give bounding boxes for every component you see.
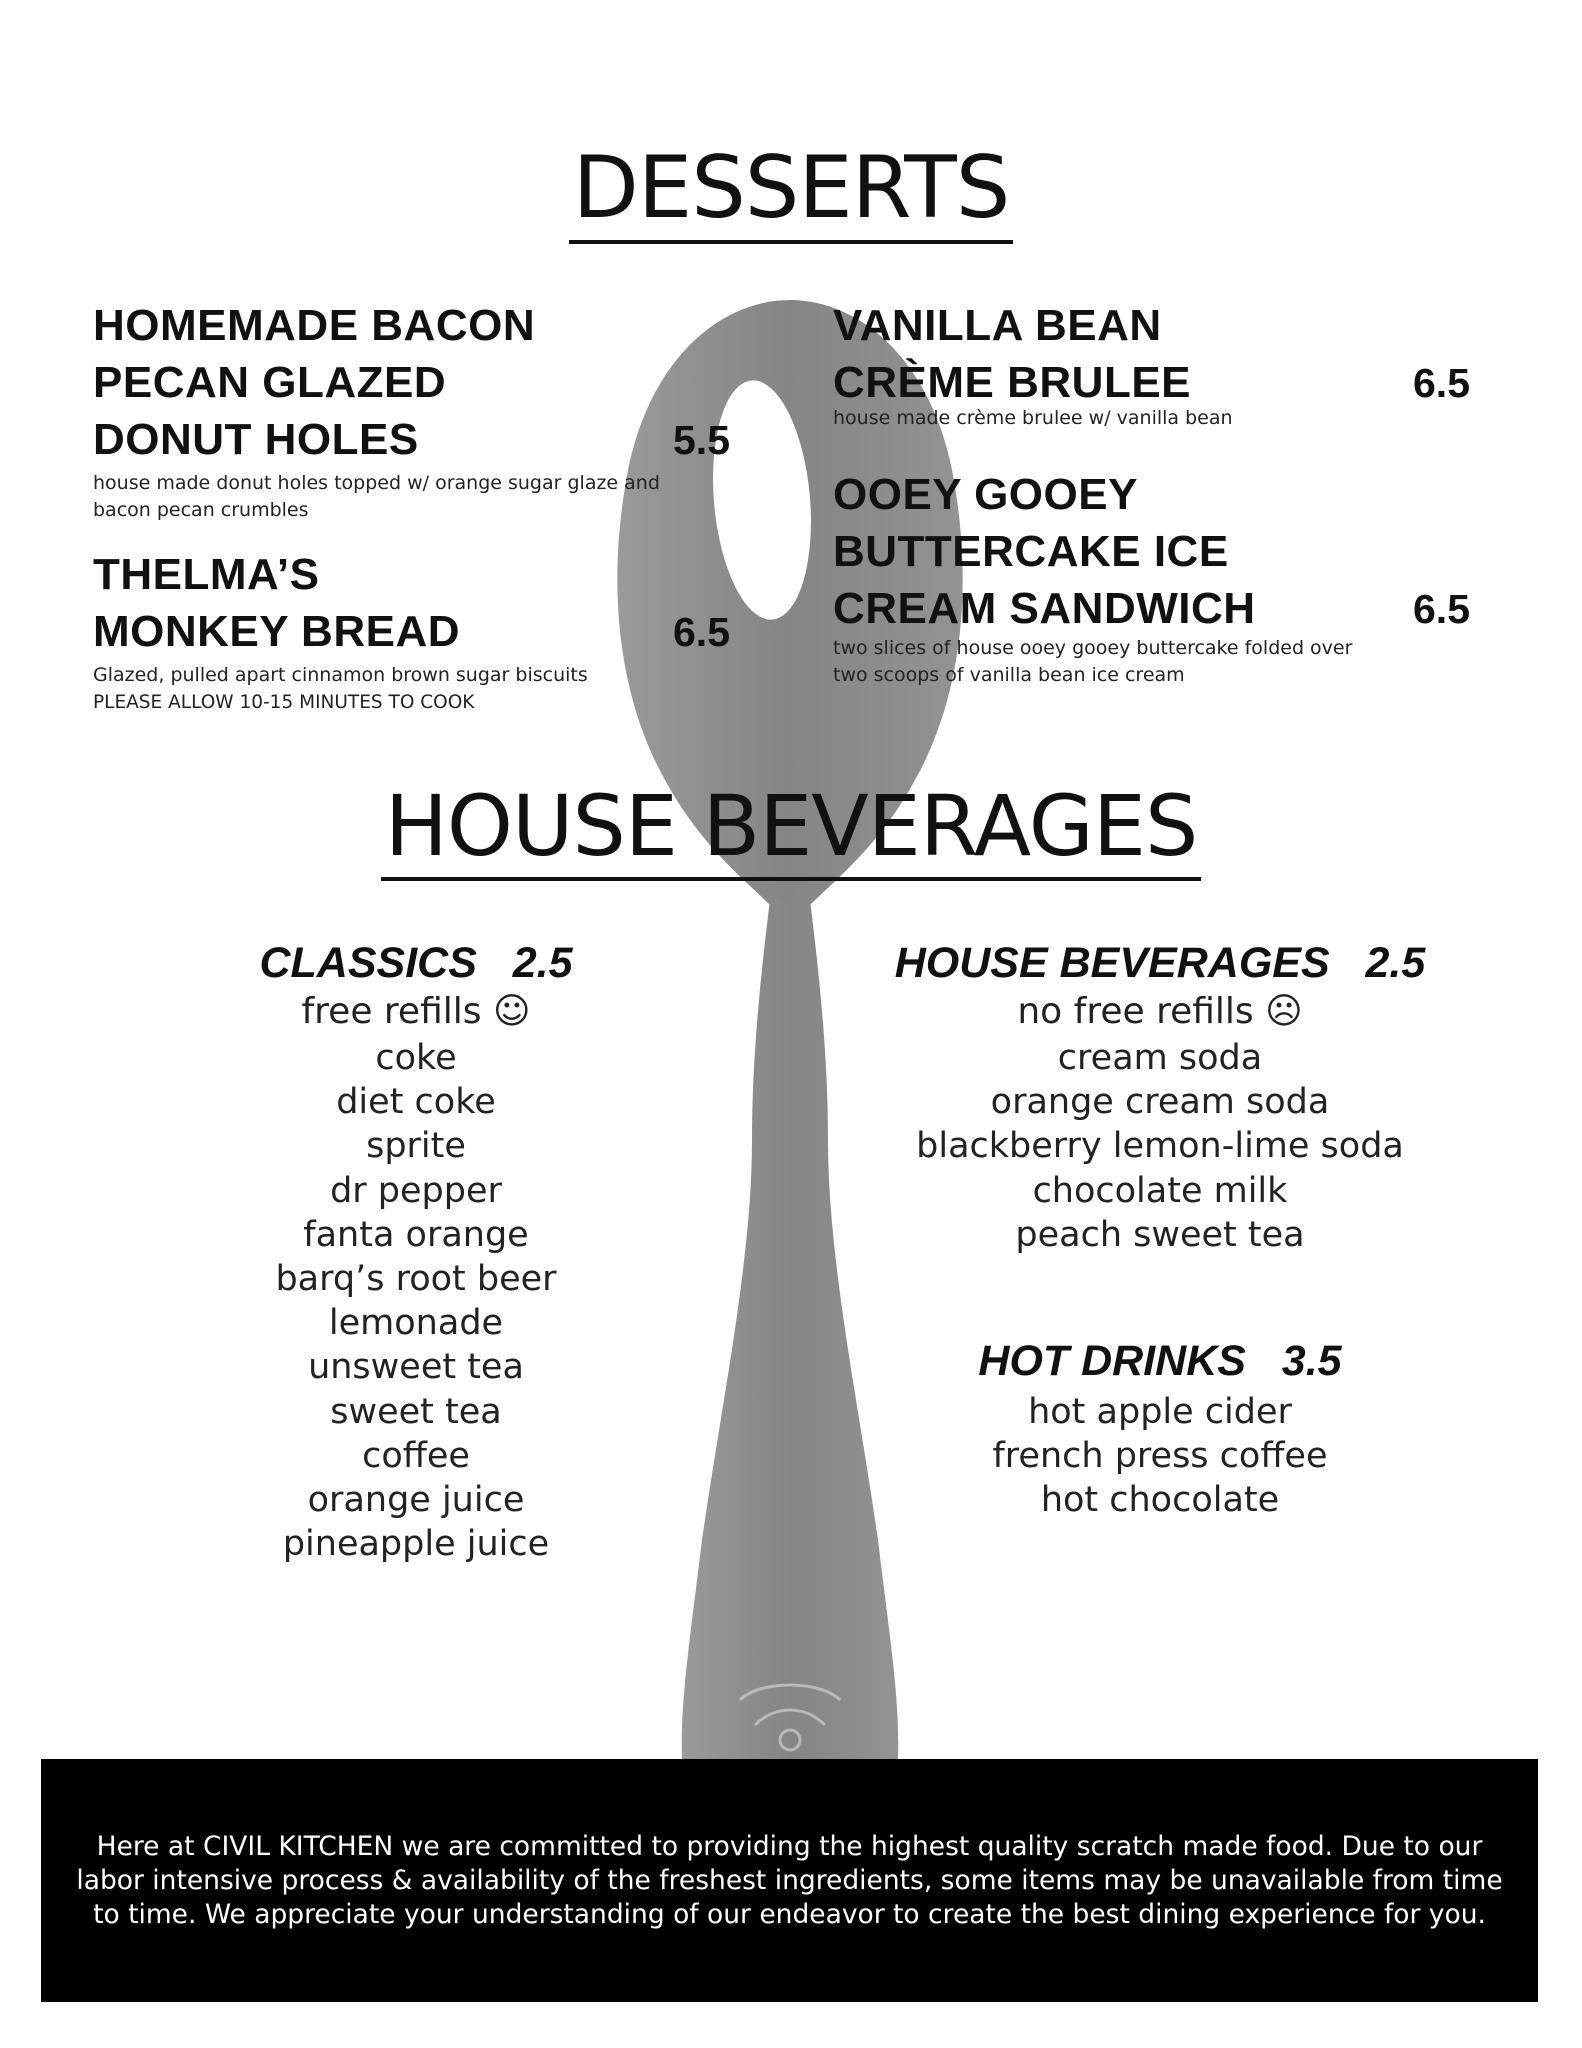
dessert-item-monkey-bread	[93, 546, 743, 716]
dessert-description-line: two slices of house ooey gooey buttercake folded over	[833, 637, 1353, 659]
dessert-name-line: OOEY GOOEY	[833, 470, 1138, 519]
dessert-description-line: bacon pecan crumbles	[93, 499, 309, 521]
list-item: orange cream soda	[990, 1082, 1330, 1123]
hot-drinks-list	[875, 1390, 1445, 1523]
dessert-name	[833, 297, 1483, 411]
dessert-description-line: two scoops of vanilla bean ice cream	[833, 664, 1185, 686]
dessert-name	[93, 546, 743, 660]
list-item: coffee	[362, 1435, 470, 1476]
dessert-description-line: house made donut holes topped w/ orange sugar glaze and	[93, 472, 660, 494]
dessert-name-line: BUTTERCAKE ICE	[833, 527, 1229, 576]
dessert-description	[833, 635, 1483, 689]
dessert-price: 5.5	[673, 417, 730, 463]
list-item: blackberry lemon-lime soda	[916, 1126, 1404, 1167]
house-beverages-title-text: HOUSE BEVERAGES	[381, 777, 1202, 881]
house-beverages-subtitle: no free refills ☹	[1017, 991, 1303, 1032]
footer-banner	[41, 1759, 1538, 2002]
dessert-item-ice-cream-sandwich	[833, 466, 1483, 689]
footer-text: Here at CIVIL KITCHEN we are committed to providing the highest quality scratch made food. Due to our labor intensive process & availability of the freshest ingredients, some items may be unavailable from time to time. We appreciate your understanding of our endeavor to create the best dining experience for you.	[76, 1830, 1503, 1930]
dessert-name-line: PECAN GLAZED	[93, 358, 447, 407]
dessert-name-line: VANILLA BEAN	[833, 301, 1162, 350]
list-item: peach sweet tea	[1015, 1214, 1305, 1255]
list-item: cream soda	[1057, 1038, 1263, 1078]
classics-subtitle: free refills ☺	[301, 991, 531, 1032]
dessert-description-line: Glazed, pulled apart cinnamon brown sugar biscuits	[93, 664, 588, 686]
list-item: sweet tea	[330, 1391, 502, 1432]
dessert-description	[93, 662, 743, 716]
dessert-name	[833, 466, 1483, 637]
classics-list	[216, 1036, 616, 1566]
house-beverages-title	[0, 777, 1582, 875]
dessert-description	[833, 405, 1483, 432]
dessert-description	[93, 470, 743, 524]
hot-drinks-heading: HOT DRINKS 3.5	[978, 1337, 1342, 1385]
dessert-name	[93, 297, 743, 468]
house-beverages-list	[875, 1036, 1445, 1257]
dessert-price: 6.5	[1413, 586, 1470, 632]
list-item: dr pepper	[330, 1170, 502, 1211]
dessert-description-line: house made crème brulee w/ vanilla bean	[833, 407, 1233, 429]
list-item: sprite	[366, 1126, 466, 1167]
list-item: unsweet tea	[308, 1347, 524, 1388]
list-item: lemonade	[328, 1303, 504, 1344]
dessert-name-line: THELMA’S	[93, 550, 320, 599]
dessert-name-line: DONUT HOLES	[93, 415, 419, 464]
desserts-title-text: DESSERTS	[569, 138, 1014, 244]
dessert-name-line: CREAM SANDWICH	[833, 584, 1256, 633]
classics-column	[216, 938, 616, 1566]
list-item: pineapple juice	[282, 1524, 550, 1565]
dessert-item-creme-brulee	[833, 297, 1483, 432]
desserts-title	[0, 138, 1582, 238]
list-item: diet coke	[336, 1082, 496, 1123]
house-beverages-column	[875, 938, 1445, 1257]
dessert-name-line: HOMEMADE BACON	[93, 301, 536, 350]
dessert-item-bacon-donut-holes	[93, 297, 743, 524]
house-beverages-heading: HOUSE BEVERAGES 2.5	[894, 939, 1426, 987]
list-item: hot chocolate	[1040, 1480, 1280, 1521]
list-item: barq’s root beer	[275, 1259, 557, 1300]
list-item: orange juice	[307, 1480, 525, 1521]
dessert-name-line: CRÈME BRULEE	[833, 358, 1192, 407]
list-item: hot apple cider	[1028, 1392, 1292, 1432]
dessert-price: 6.5	[673, 609, 730, 655]
classics-heading: CLASSICS 2.5	[259, 939, 573, 987]
list-item: fanta orange	[303, 1214, 529, 1255]
list-item: chocolate milk	[1032, 1170, 1288, 1211]
dessert-price: 6.5	[1413, 360, 1470, 406]
list-item: coke	[375, 1038, 457, 1078]
hot-drinks-column	[875, 1336, 1445, 1523]
dessert-description-line: PLEASE ALLOW 10-15 MINUTES TO COOK	[93, 692, 475, 713]
dessert-name-line: MONKEY BREAD	[93, 607, 461, 656]
list-item: french press coffee	[992, 1436, 1328, 1477]
